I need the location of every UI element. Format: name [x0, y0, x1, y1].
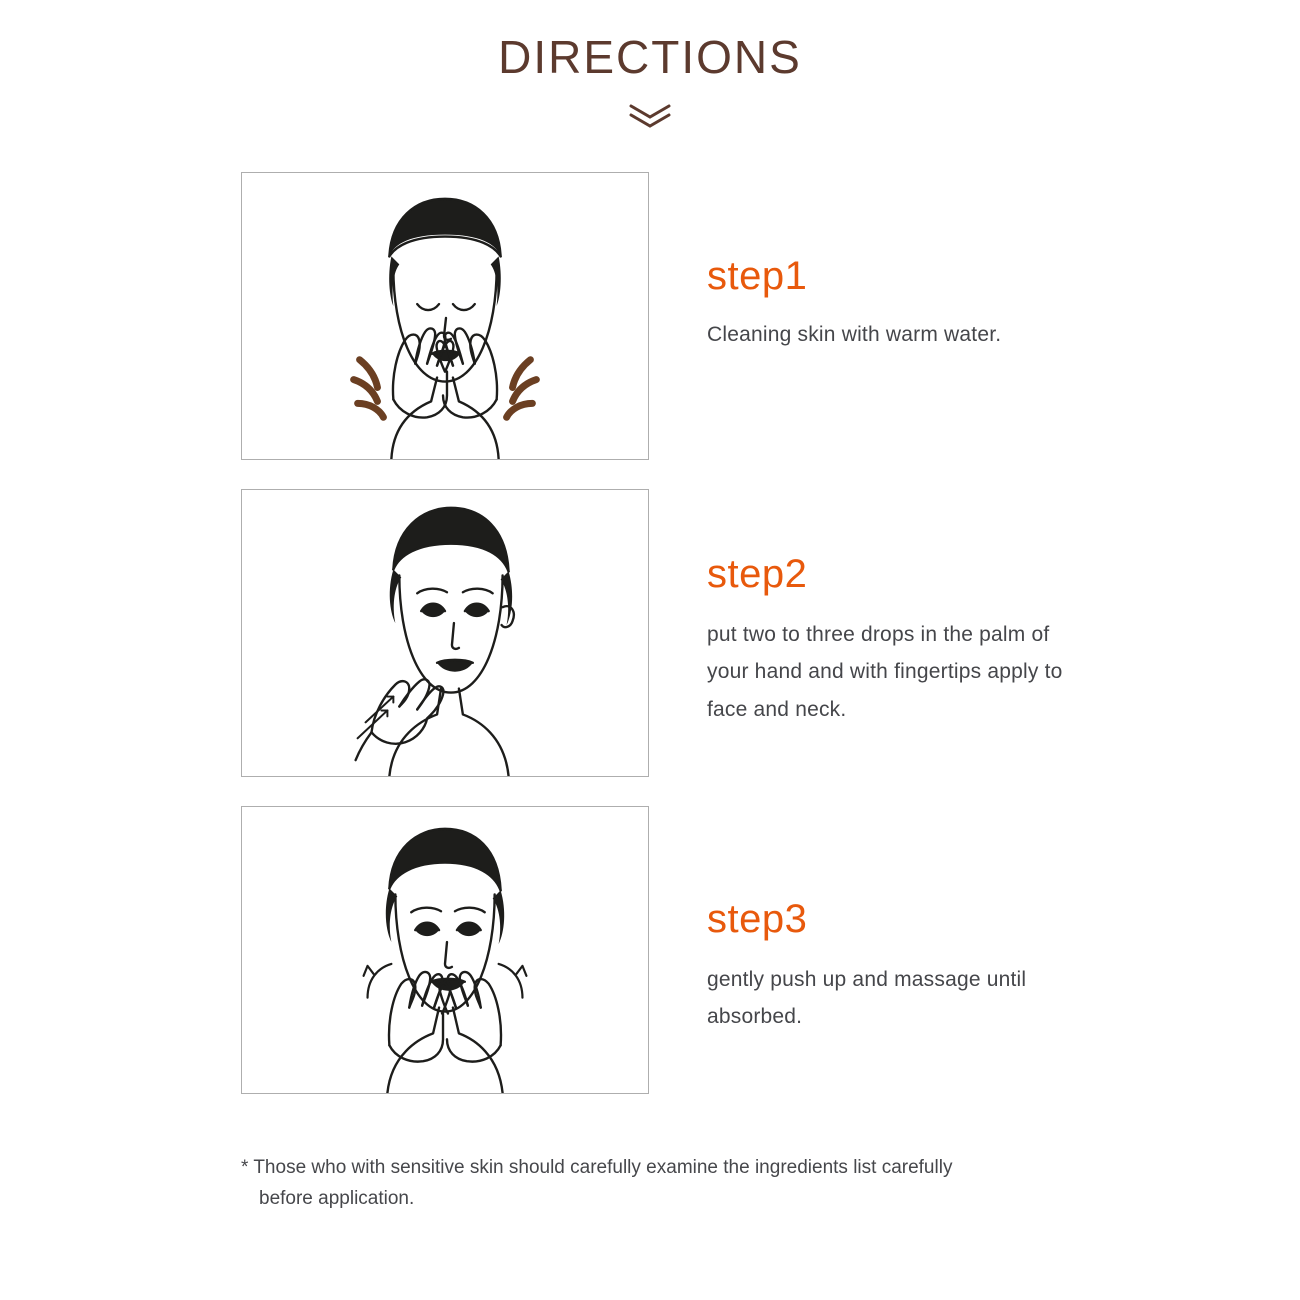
- woman-applying-serum-illustration: [241, 489, 649, 777]
- step-label: step3: [707, 897, 808, 941]
- steps-list: [0, 172, 1300, 1094]
- step-description: Cleaning skin with warm water.: [707, 323, 1002, 346]
- divider: [0, 102, 1300, 142]
- woman-washing-face-illustration: [241, 172, 649, 460]
- step-description: put two to three drops in the palm of your hand and with fingertips apply to face and neck.: [707, 623, 1063, 721]
- step-text-block: [649, 806, 1300, 1036]
- step-label: step1: [707, 254, 808, 298]
- woman-massaging-face-illustration: [241, 806, 649, 1094]
- footnote-line-2: before application.: [259, 1188, 415, 1210]
- step-text-block: [649, 489, 1300, 728]
- step-item: [0, 806, 1300, 1094]
- page-title: DIRECTIONS: [498, 31, 802, 83]
- footnote-line-1: * Those who with sensitive skin should carefully examine the ingredients list carefully: [241, 1157, 953, 1178]
- footnote: [0, 1152, 1291, 1215]
- step-text-block: [649, 172, 1300, 353]
- step-item: [0, 172, 1300, 460]
- step-label: step2: [707, 552, 808, 596]
- step-item: [0, 489, 1300, 777]
- double-chevron-down-icon: [627, 102, 673, 137]
- step-description: gently push up and massage until absorbed.: [707, 968, 1027, 1029]
